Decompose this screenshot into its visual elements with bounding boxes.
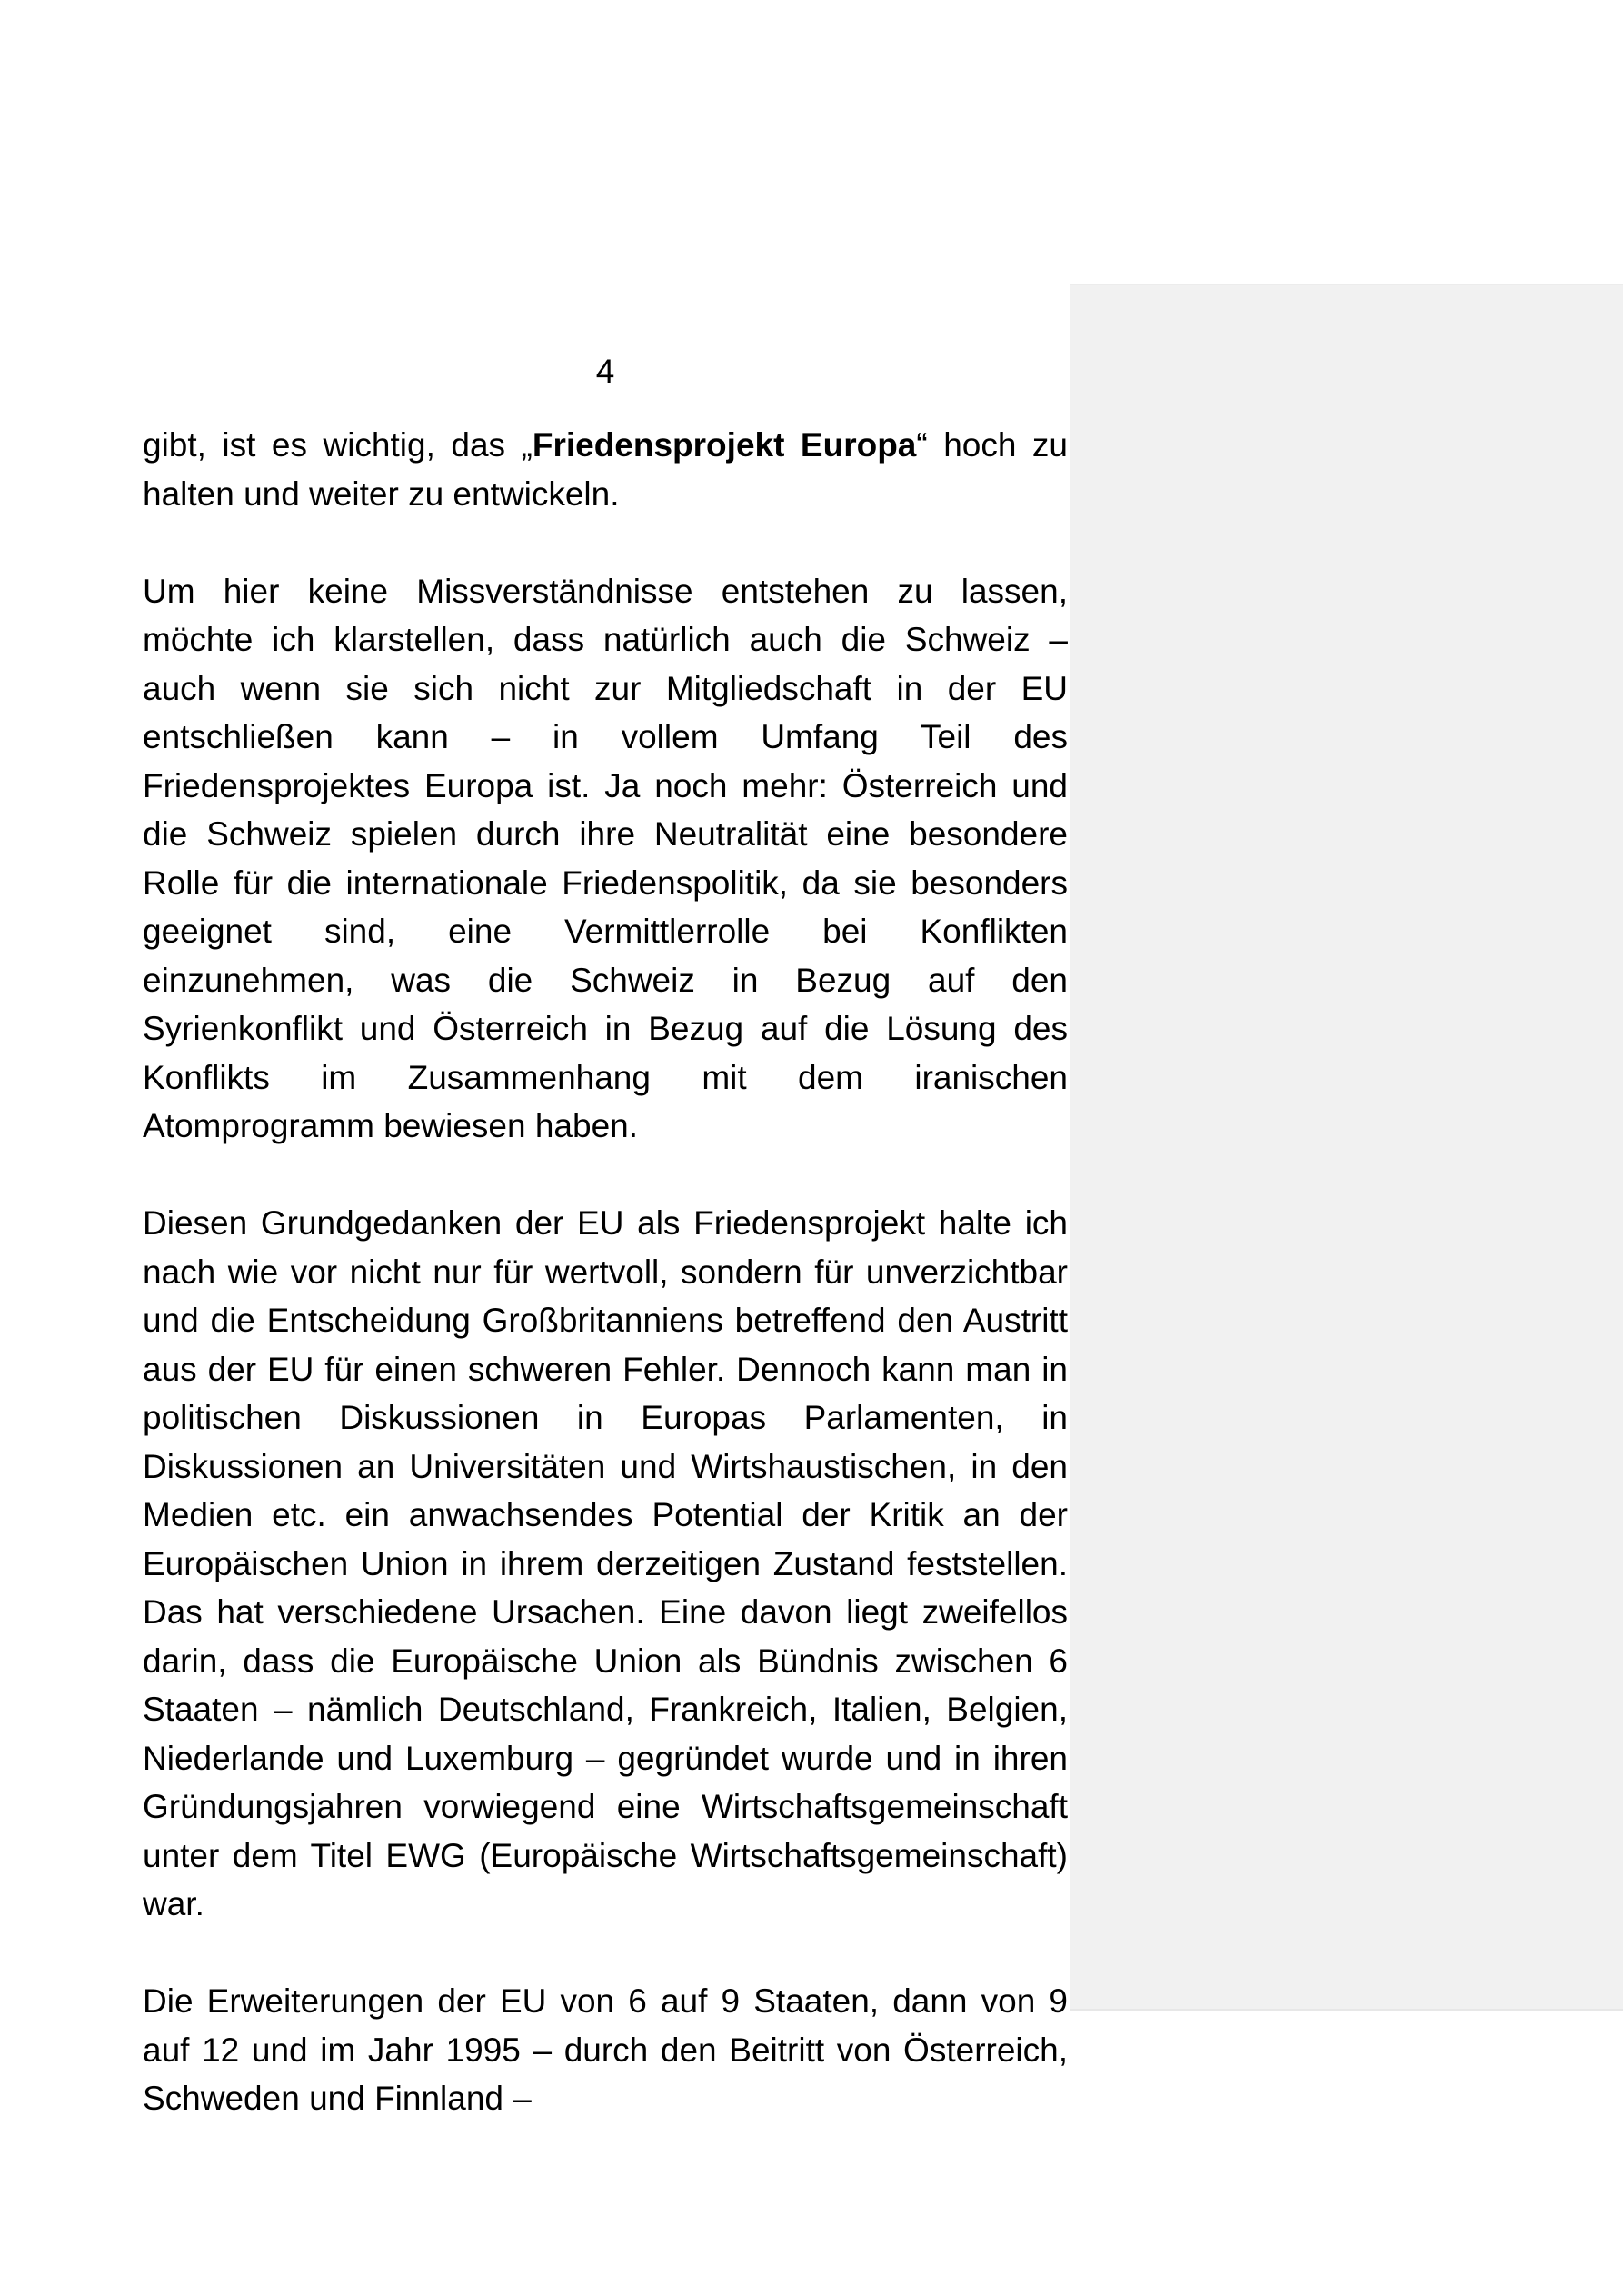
paragraph: [143, 1199, 1068, 1929]
text-column: [143, 421, 1068, 2171]
bold-text-segment: Friedensprojekt Europa: [532, 426, 917, 464]
right-margin-panel: [1070, 284, 1623, 2011]
text-segment: Die Erweiterungen der EU von 6 auf 9 Staaten, dann von 9 auf 12 und im Jahr 1995 – durch den Beitritt von Österreich, Schweden und Finnland –: [143, 1982, 1068, 2117]
paragraph: [143, 421, 1068, 518]
page-number: 4: [595, 353, 615, 390]
text-segment: Diesen Grundgedanken der EU als Friedensprojekt halte ich nach wie vor nicht nur für wertvoll, sondern für unverzichtbar und die Entscheidung Großbritanniens betreffend den Austritt aus der EU für einen schweren Fehler. Dennoch kann man in politischen Diskussionen in Europas Parlamenten, in Diskussionen an Universitäten und Wirtshaustischen, in den Medien etc. ein anwachsendes Potential der Kritik an der Europäischen Union in ihrem derzeitigen Zustand feststellen. Das hat verschiedene Ursachen. Eine davon liegt zweifellos darin, dass die Europäische Union als Bündnis zwischen 6 Staaten – nämlich Deutschland, Frankreich, Italien, Belgien, Niederlande und Luxemburg – gegründet wurde und in ihren Gründungsjahren vorwiegend eine Wirtschaftsgemeinschaft unter dem Titel EWG (Europäische Wirtschaftsgemeinschaft) war.: [143, 1204, 1068, 1922]
text-segment: Um hier keine Missverständnisse entstehen zu lassen, möchte ich klarstellen, dass natürlich auch die Schweiz – auch wenn sie sich nicht zur Mitgliedschaft in der EU entschließen kann – in vollem Umfang Teil des Friedensprojektes Europa ist. Ja noch mehr: Österreich und die Schweiz spielen durch ihre Neutralität eine besondere Rolle für die internationale Friedenspolitik, da sie besonders geeignet sind, eine Vermittlerrolle bei Konflikten einzunehmen, was die Schweiz in Bezug auf den Syrienkonflikt und Österreich in Bezug auf die Lösung des Konflikts im Zusammenhang mit dem iranischen Atomprogramm bewiesen haben.: [143, 572, 1068, 1144]
paragraph: [143, 1977, 1068, 2123]
text-segment: “ hoch zu halten und weiter zu entwickeln.: [143, 426, 1068, 513]
paragraph: [143, 567, 1068, 1151]
text-segment: gibt, ist es wichtig, das „: [143, 426, 533, 464]
